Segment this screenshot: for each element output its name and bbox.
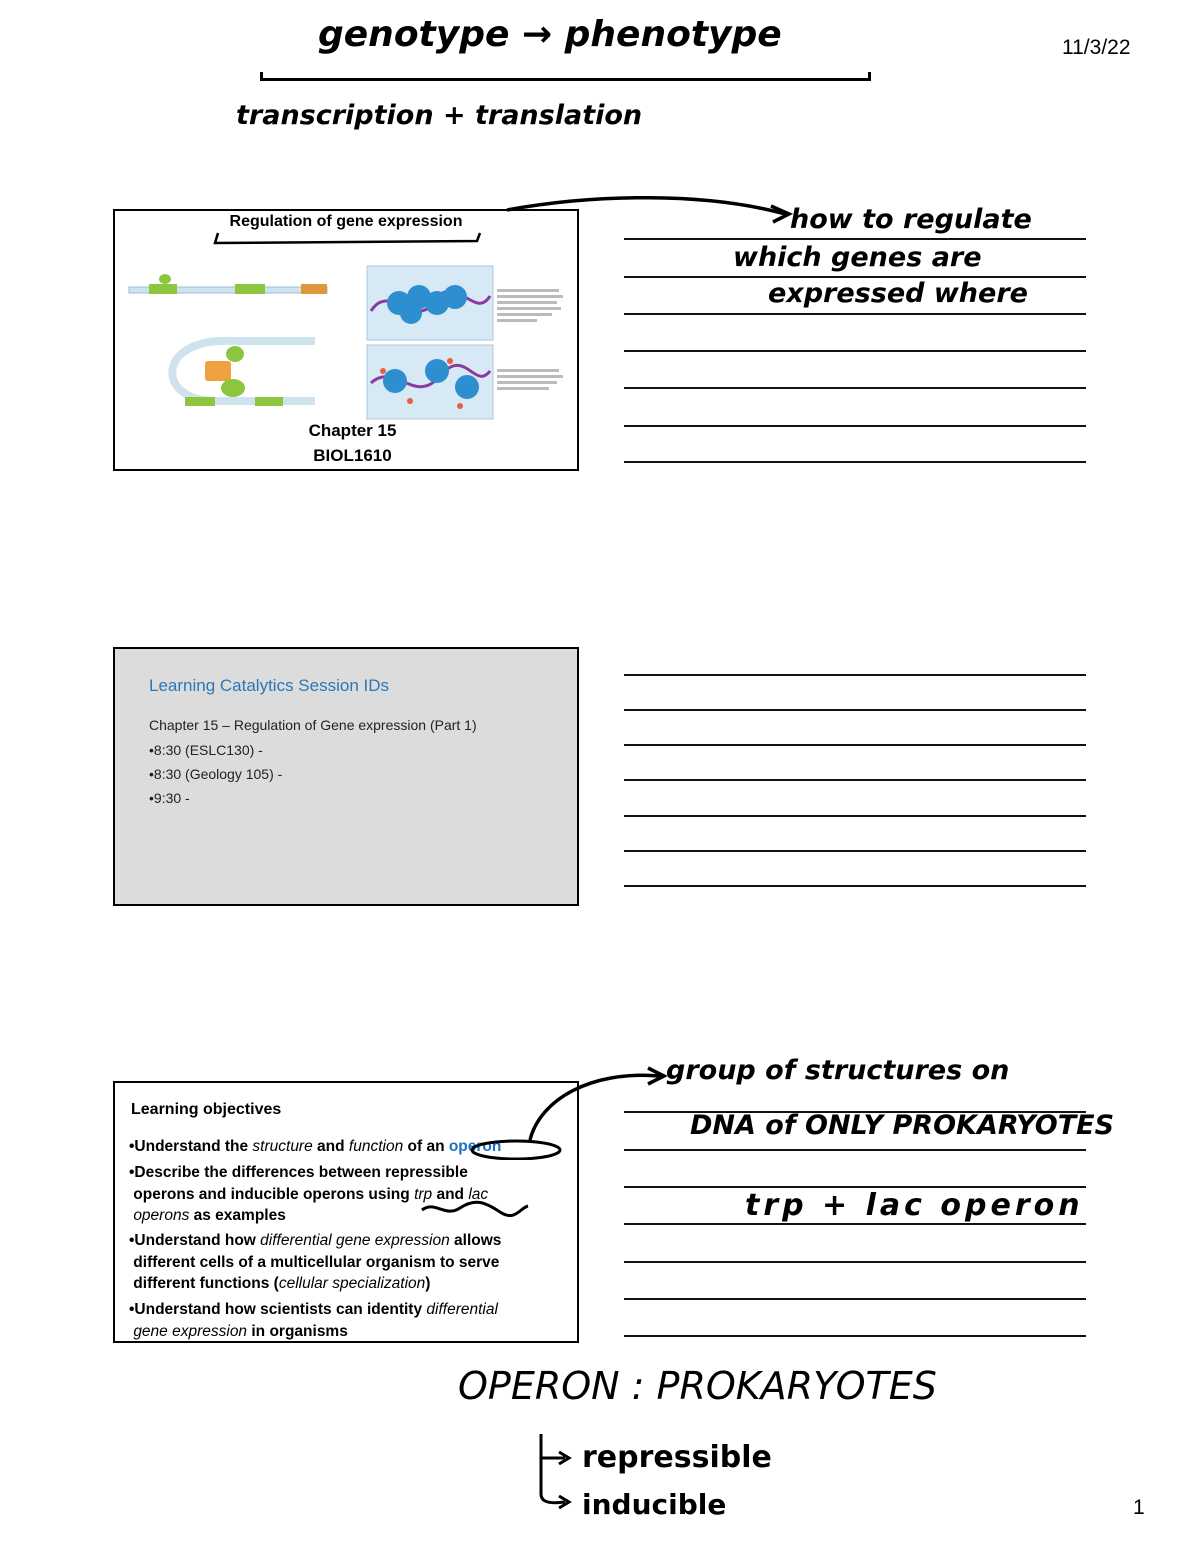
notes-line — [624, 744, 1086, 746]
notes-line — [624, 779, 1086, 781]
objective-2: •Describe the differences between repressible operons and inducible operons using trp and lac operons as examples — [129, 1164, 489, 1224]
handwritten-title: genotype → phenotype — [318, 14, 782, 55]
slide-2-title: Learning Catalytics Session IDs — [149, 676, 390, 695]
date: 11/3/22 — [1062, 36, 1131, 59]
notes-line — [624, 425, 1086, 427]
handwritten-operon-heading: OPERON : PROKARYOTES — [458, 1364, 937, 1408]
handwritten-repressible: repressible — [582, 1440, 772, 1475]
notes-line — [624, 387, 1086, 389]
handwritten-inducible: inducible — [582, 1488, 727, 1521]
handwritten-note-line-2: which genes are — [733, 242, 982, 273]
handwritten-circle-arrow — [420, 1060, 670, 1160]
slide-1-title: Regulation of gene expression — [229, 213, 463, 230]
objective-1: •Understand the structure and function of an operon — [129, 1138, 502, 1155]
handwritten-arrow-1 — [505, 192, 835, 232]
notes-line — [624, 815, 1086, 817]
handwritten-note-line-3: expressed where — [768, 278, 1028, 309]
handwritten-note3-line-3: trp + lac operon — [745, 1188, 1084, 1223]
objective-3: •Understand how differential gene expression allows different cells of a multicellular organism to serve different functions (cellular specialization) — [129, 1232, 502, 1292]
handwritten-subtitle: transcription + translation — [236, 100, 643, 131]
slide-2-line: Chapter 15 – Regulation of Gene expression (Part 1) — [149, 717, 477, 733]
slide-2-line: •8:30 (ESLC130) - — [149, 742, 263, 758]
notes-line — [624, 350, 1086, 352]
handwritten-note3-line-1: group of structures on — [666, 1055, 1010, 1086]
notes-line — [624, 461, 1086, 463]
handwritten-squiggle — [420, 1200, 530, 1220]
slide-2 — [113, 647, 579, 906]
slide-3-title: Learning objectives — [131, 1101, 282, 1118]
handwritten-underline — [260, 72, 871, 81]
notes-line — [624, 885, 1086, 887]
handwritten-note-line-1: how to regulate — [790, 204, 1032, 235]
notes-line — [624, 1335, 1086, 1337]
page-number: 1 — [1133, 1496, 1145, 1519]
slide-1-course: BIOL1610 — [313, 446, 392, 465]
slide-1 — [113, 209, 579, 471]
slide-2-line: •8:30 (Geology 105) - — [149, 766, 283, 782]
notes-line — [624, 1223, 1086, 1225]
handwritten-note3-line-2: DNA of ONLY PROKARYOTES — [690, 1110, 1115, 1141]
notes-line — [624, 1261, 1086, 1263]
slide-1-chapter: Chapter 15 — [308, 421, 397, 440]
slide-2-line: •9:30 - — [149, 790, 190, 806]
notes-line — [624, 1149, 1086, 1151]
notes-line — [624, 313, 1086, 315]
notes-line — [624, 1298, 1086, 1300]
notes-line — [624, 674, 1086, 676]
objective-4: •Understand how scientists can identity differential gene expression in organisms — [129, 1301, 498, 1340]
notes-line — [624, 709, 1086, 711]
notes-line — [624, 850, 1086, 852]
notes-line — [624, 238, 1086, 240]
